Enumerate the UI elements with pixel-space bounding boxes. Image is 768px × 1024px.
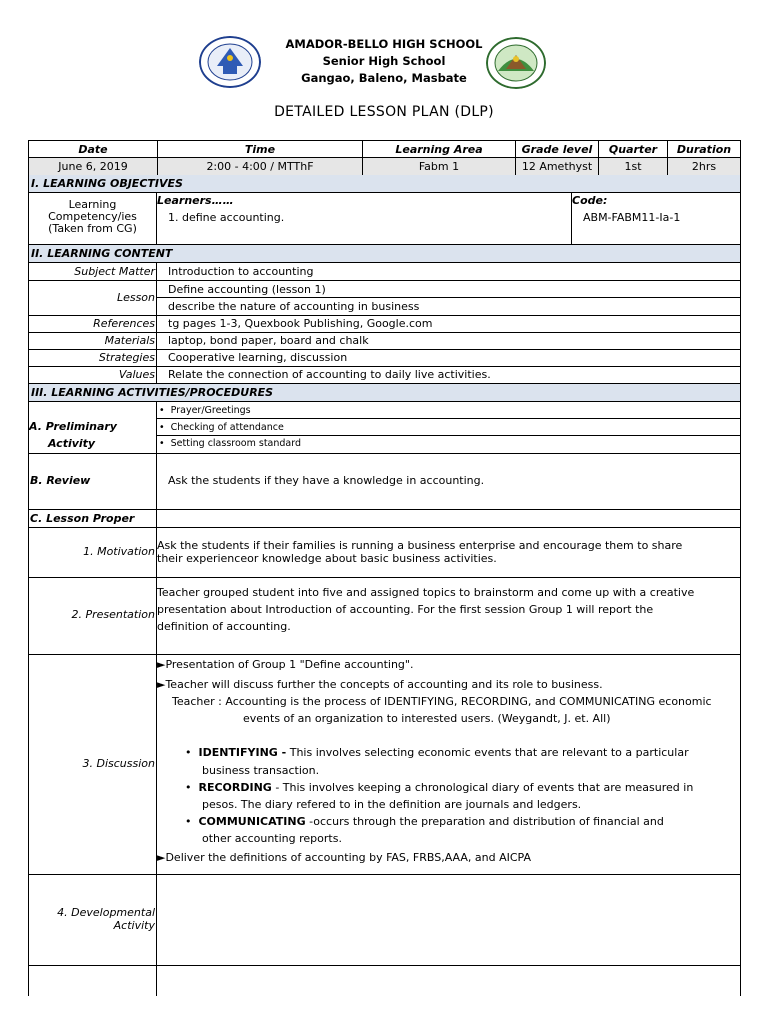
list-item-continuation: business transaction.: [202, 764, 320, 777]
duration-cell: [667, 141, 740, 174]
school-address: Gangao, Baleno, Masbate: [301, 71, 467, 85]
list-item: • Prayer/Greetings: [157, 402, 740, 419]
grade-cell: [515, 141, 598, 174]
review-text: Ask the students if they have a knowledge in accounting.: [156, 454, 740, 509]
discussion-label: 3. Discussion: [82, 757, 155, 770]
motivation-text: Ask the students if their families is running a business enterprise and encourage them to share their experienceor knowledge about basic business activities.: [156, 528, 740, 577]
discussion-row: [29, 655, 740, 875]
references-row: [29, 316, 740, 333]
discussion-content: [156, 655, 740, 874]
discussion-line: events of an organization to interested users. (Weygandt, J. et. All): [243, 712, 611, 725]
subject-label: Subject Matter: [74, 265, 155, 278]
list-item-continuation: other accounting reports.: [202, 832, 342, 845]
info-row: [29, 140, 740, 175]
review-row: [29, 454, 740, 510]
quarter-label: Quarter: [599, 141, 667, 158]
strategies-value: Cooperative learning, discussion: [156, 350, 740, 366]
duration-label: Duration: [668, 141, 740, 158]
objective-item: 1. define accounting.: [168, 211, 285, 224]
discussion-line: Teacher : Accounting is the process of IDENTIFYING, RECORDING, and COMMUNICATING economic: [172, 695, 712, 708]
area-cell: [362, 141, 515, 174]
presentation-label: 2. Presentation: [71, 608, 155, 621]
learners-label: Learners……: [157, 194, 234, 207]
objectives-row: [29, 193, 740, 245]
lesson-proper-label: C. Lesson Proper: [30, 512, 135, 525]
code-label: Code:: [572, 194, 608, 207]
time-label: Time: [158, 141, 362, 158]
discussion-line: ►Teacher will discuss further the concepts of accounting and its role to business.: [157, 678, 603, 691]
lesson-value-2: describe the nature of accounting in business: [168, 300, 420, 313]
grade-label: Grade level: [516, 141, 598, 158]
lesson-values: [156, 281, 740, 315]
lesson-row: [29, 281, 740, 316]
presentation-row: [29, 578, 740, 655]
document-header: [0, 0, 768, 140]
competency-label: Learning Competency/ies (Taken from CG): [48, 198, 137, 235]
lesson-value-1: Define accounting (lesson 1): [157, 281, 740, 298]
learners-cell: [156, 193, 571, 244]
date-cell: [29, 141, 157, 174]
preliminary-label: A. Preliminary Activity: [29, 420, 117, 450]
developmental-row: [29, 875, 740, 966]
time-cell: [157, 141, 362, 174]
area-value: Fabm 1: [363, 158, 515, 175]
school-name: AMADOR-BELLO HIGH SCHOOL: [285, 37, 483, 51]
preliminary-row: [29, 402, 740, 454]
lesson-plan-table: [28, 140, 741, 996]
date-value: June 6, 2019: [29, 158, 157, 175]
materials-row: [29, 333, 740, 350]
subject-value: Introduction to accounting: [156, 263, 740, 280]
presentation-text: Teacher grouped student into five and assigned topics to brainstorm and come up with a creative presentation about Introduction of accounting. For the first session Group 1 will report the definition of accounting.: [156, 578, 740, 654]
list-item: • Checking of attendance: [157, 419, 740, 436]
lesson-label: Lesson: [116, 291, 155, 304]
subject-row: [29, 263, 740, 281]
motivation-row: [29, 528, 740, 578]
developmental-label: 4. Developmental Activity: [57, 906, 155, 932]
review-label: B. Review: [30, 474, 91, 487]
lesson-proper-row: [29, 510, 740, 528]
quarter-cell: [598, 141, 667, 174]
list-item: • Setting classroom standard: [159, 438, 302, 449]
values-label: Values: [118, 368, 155, 381]
school-department: Senior High School: [322, 54, 446, 68]
school-seal-icon: [486, 37, 546, 89]
strategies-label: Strategies: [98, 351, 155, 364]
strategies-row: [29, 350, 740, 367]
table-continuation: [29, 966, 740, 996]
duration-value: 2hrs: [668, 158, 740, 175]
values-value: Relate the connection of accounting to daily live activities.: [156, 367, 740, 383]
code-cell: [571, 193, 740, 244]
references-value: tg pages 1-3, Quexbook Publishing, Google.com: [156, 316, 740, 332]
date-label: Date: [29, 141, 157, 158]
references-label: References: [93, 317, 155, 330]
document-title: DETAILED LESSON PLAN (DLP): [274, 104, 494, 120]
motivation-label: 1. Motivation: [83, 545, 155, 558]
list-item: • IDENTIFYING - This involves selecting economic events that are relevant to a particular: [185, 746, 689, 759]
discussion-line: ►Presentation of Group 1 "Define accounting".: [157, 658, 414, 671]
content-section-title: II. LEARNING CONTENT: [29, 245, 740, 263]
preliminary-list: [156, 402, 740, 453]
code-value: ABM-FABM11-Ia-1: [583, 211, 681, 224]
discussion-line: ►Deliver the definitions of accounting by FAS, FRBS,AAA, and AICPA: [157, 851, 531, 864]
values-row: [29, 367, 740, 384]
activities-section-title: III. LEARNING ACTIVITIES/PROCEDURES: [29, 384, 740, 402]
materials-value: laptop, bond paper, board and chalk: [156, 333, 740, 349]
quarter-value: 1st: [599, 158, 667, 175]
list-item: • COMMUNICATING -occurs through the preparation and distribution of financial and: [185, 815, 664, 828]
materials-label: Materials: [104, 334, 155, 347]
objectives-section-title: I. LEARNING OBJECTIVES: [29, 175, 740, 193]
list-item: • RECORDING - This involves keeping a chronological diary of events that are measured in: [185, 781, 694, 794]
area-label: Learning Area: [363, 141, 515, 158]
list-item-continuation: pesos. The diary refered to in the definition are journals and ledgers.: [202, 798, 582, 811]
grade-value: 12 Amethyst: [516, 158, 598, 175]
time-value: 2:00 - 4:00 / MTThF: [158, 158, 362, 175]
